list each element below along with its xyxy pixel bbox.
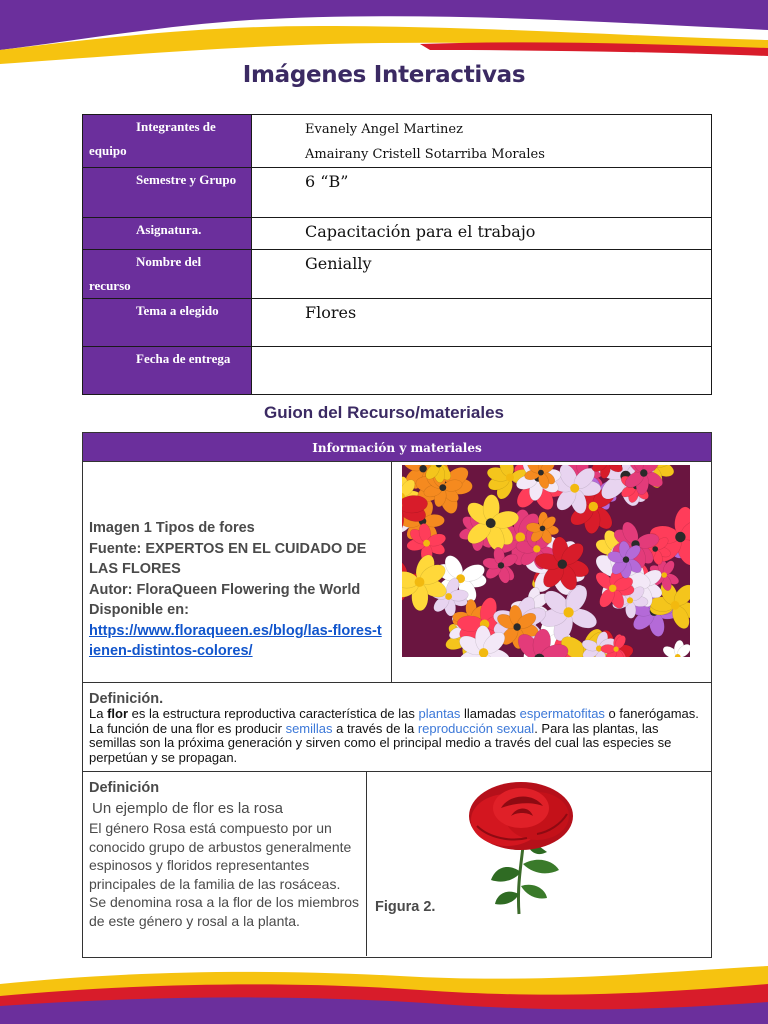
image1-source-link[interactable]: https://www.floraqueen.es/blog/las-flores-tienen-distintos-colores/ — [89, 622, 382, 659]
flower-center — [558, 560, 567, 569]
flower-center — [640, 469, 647, 476]
flower-center — [609, 585, 616, 592]
value-recurso: Genially — [252, 250, 712, 299]
value-fecha — [252, 347, 712, 395]
definition2-subtitle: Un ejemplo de flor es la rosa — [92, 800, 283, 817]
table-row — [83, 168, 712, 218]
definition1-body: La flor es la estructura reproductiva característica de las plantas llamadas espermatofitas o fanerógamas. La función de una flor es producir semillas a través de la reproducción sexual. Para las plantas, las semillas son la próxima generación y sirven como el principal medio a través del cual las especies se perpetúan y se propagan. — [89, 706, 699, 765]
label-asignatura: Asignatura. — [83, 218, 252, 250]
flower-center — [439, 484, 446, 491]
table-row — [83, 347, 712, 395]
flower-center — [498, 562, 504, 568]
value-tema: Flores — [252, 299, 712, 347]
link-plantas[interactable]: plantas — [418, 706, 461, 721]
top-wave-decoration — [0, 0, 768, 70]
definition2-title: Definición — [89, 780, 160, 796]
definition1-row — [83, 683, 711, 772]
flower-center — [570, 484, 579, 493]
image1-source-cell — [83, 462, 392, 682]
image1-cell — [393, 462, 711, 682]
label-recurso: Nombre del recurso — [83, 250, 252, 299]
table-row — [83, 115, 712, 168]
definition2-row — [83, 772, 711, 956]
flower-center — [513, 623, 520, 630]
table-row — [83, 250, 712, 299]
team-info-table — [82, 114, 712, 395]
label-tema: Tema a elegido — [83, 299, 252, 347]
flower-center — [419, 465, 426, 472]
definition1-title: Definición. — [89, 691, 164, 707]
table-row — [83, 218, 712, 250]
table-row — [83, 299, 712, 347]
flower-center — [540, 526, 546, 532]
figure2-label: Figura 2. — [375, 899, 436, 915]
flower-center — [671, 601, 680, 610]
member-2: Amairany Cristell Sotarriba Morales — [305, 147, 545, 162]
flower-center — [486, 518, 496, 528]
image1-source: Fuente: EXPERTOS EN EL CUIDADO DE LAS FLORES — [89, 540, 367, 577]
value-semestre: 6 “B” — [252, 168, 712, 218]
flower-center — [675, 532, 685, 542]
image1-author: Autor: FloraQueen Flowering the World — [89, 581, 361, 598]
materials-table — [82, 432, 712, 958]
image1-source-text — [89, 518, 385, 662]
page-title: Imágenes Interactivas — [242, 62, 526, 88]
section-title: Guion del Recurso/materiales — [264, 403, 504, 422]
definition2-cell — [83, 772, 367, 956]
flower-center — [516, 532, 526, 542]
flower-center — [564, 607, 574, 617]
flower-center — [614, 647, 619, 652]
figure2-cell — [369, 772, 711, 956]
flower-center — [589, 502, 598, 511]
materials-header: Información y materiales — [83, 433, 711, 462]
flower-center — [533, 545, 540, 552]
flower-center — [661, 572, 667, 578]
image1-available: Disponible en: — [89, 602, 189, 618]
member-1: Evanely Angel Martinez — [305, 122, 463, 137]
label-semestre: Semestre y Grupo — [83, 168, 252, 218]
label-integrantes: Integrantes de equipo — [83, 115, 252, 168]
flower-center — [506, 474, 514, 482]
definition2-body: El género Rosa está compuesto por un conocido grupo de arbustos generalmente espinosos y floridos representantes principales de la familia de las rosáceas. Se denomina rosa a la flor de los miembros de este género y rosal a la planta. — [89, 820, 360, 929]
flower-petal — [601, 644, 616, 653]
link-espermatofitas[interactable]: espermatofitas — [519, 706, 605, 721]
label-fecha: Fecha de entrega — [83, 347, 252, 395]
image1-caption: Imagen 1 Tipos de fores — [89, 520, 255, 536]
flower-center — [652, 546, 658, 552]
flower-center — [415, 577, 425, 587]
flowers-photo — [402, 465, 690, 657]
red-rose-photo — [437, 776, 587, 916]
flower-center — [627, 597, 633, 603]
link-reproduccion-sexual[interactable]: reproducción sexual — [417, 720, 535, 736]
value-integrantes — [252, 115, 712, 168]
value-asignatura: Capacitación para el trabajo — [252, 218, 712, 250]
image1-row — [83, 462, 711, 683]
flower-center — [538, 470, 544, 476]
flower-center — [623, 556, 629, 562]
flower-center — [423, 540, 430, 547]
flower-center — [445, 593, 452, 600]
link-semillas[interactable]: semillas — [285, 720, 333, 736]
bottom-wave-decoration — [0, 962, 768, 1024]
